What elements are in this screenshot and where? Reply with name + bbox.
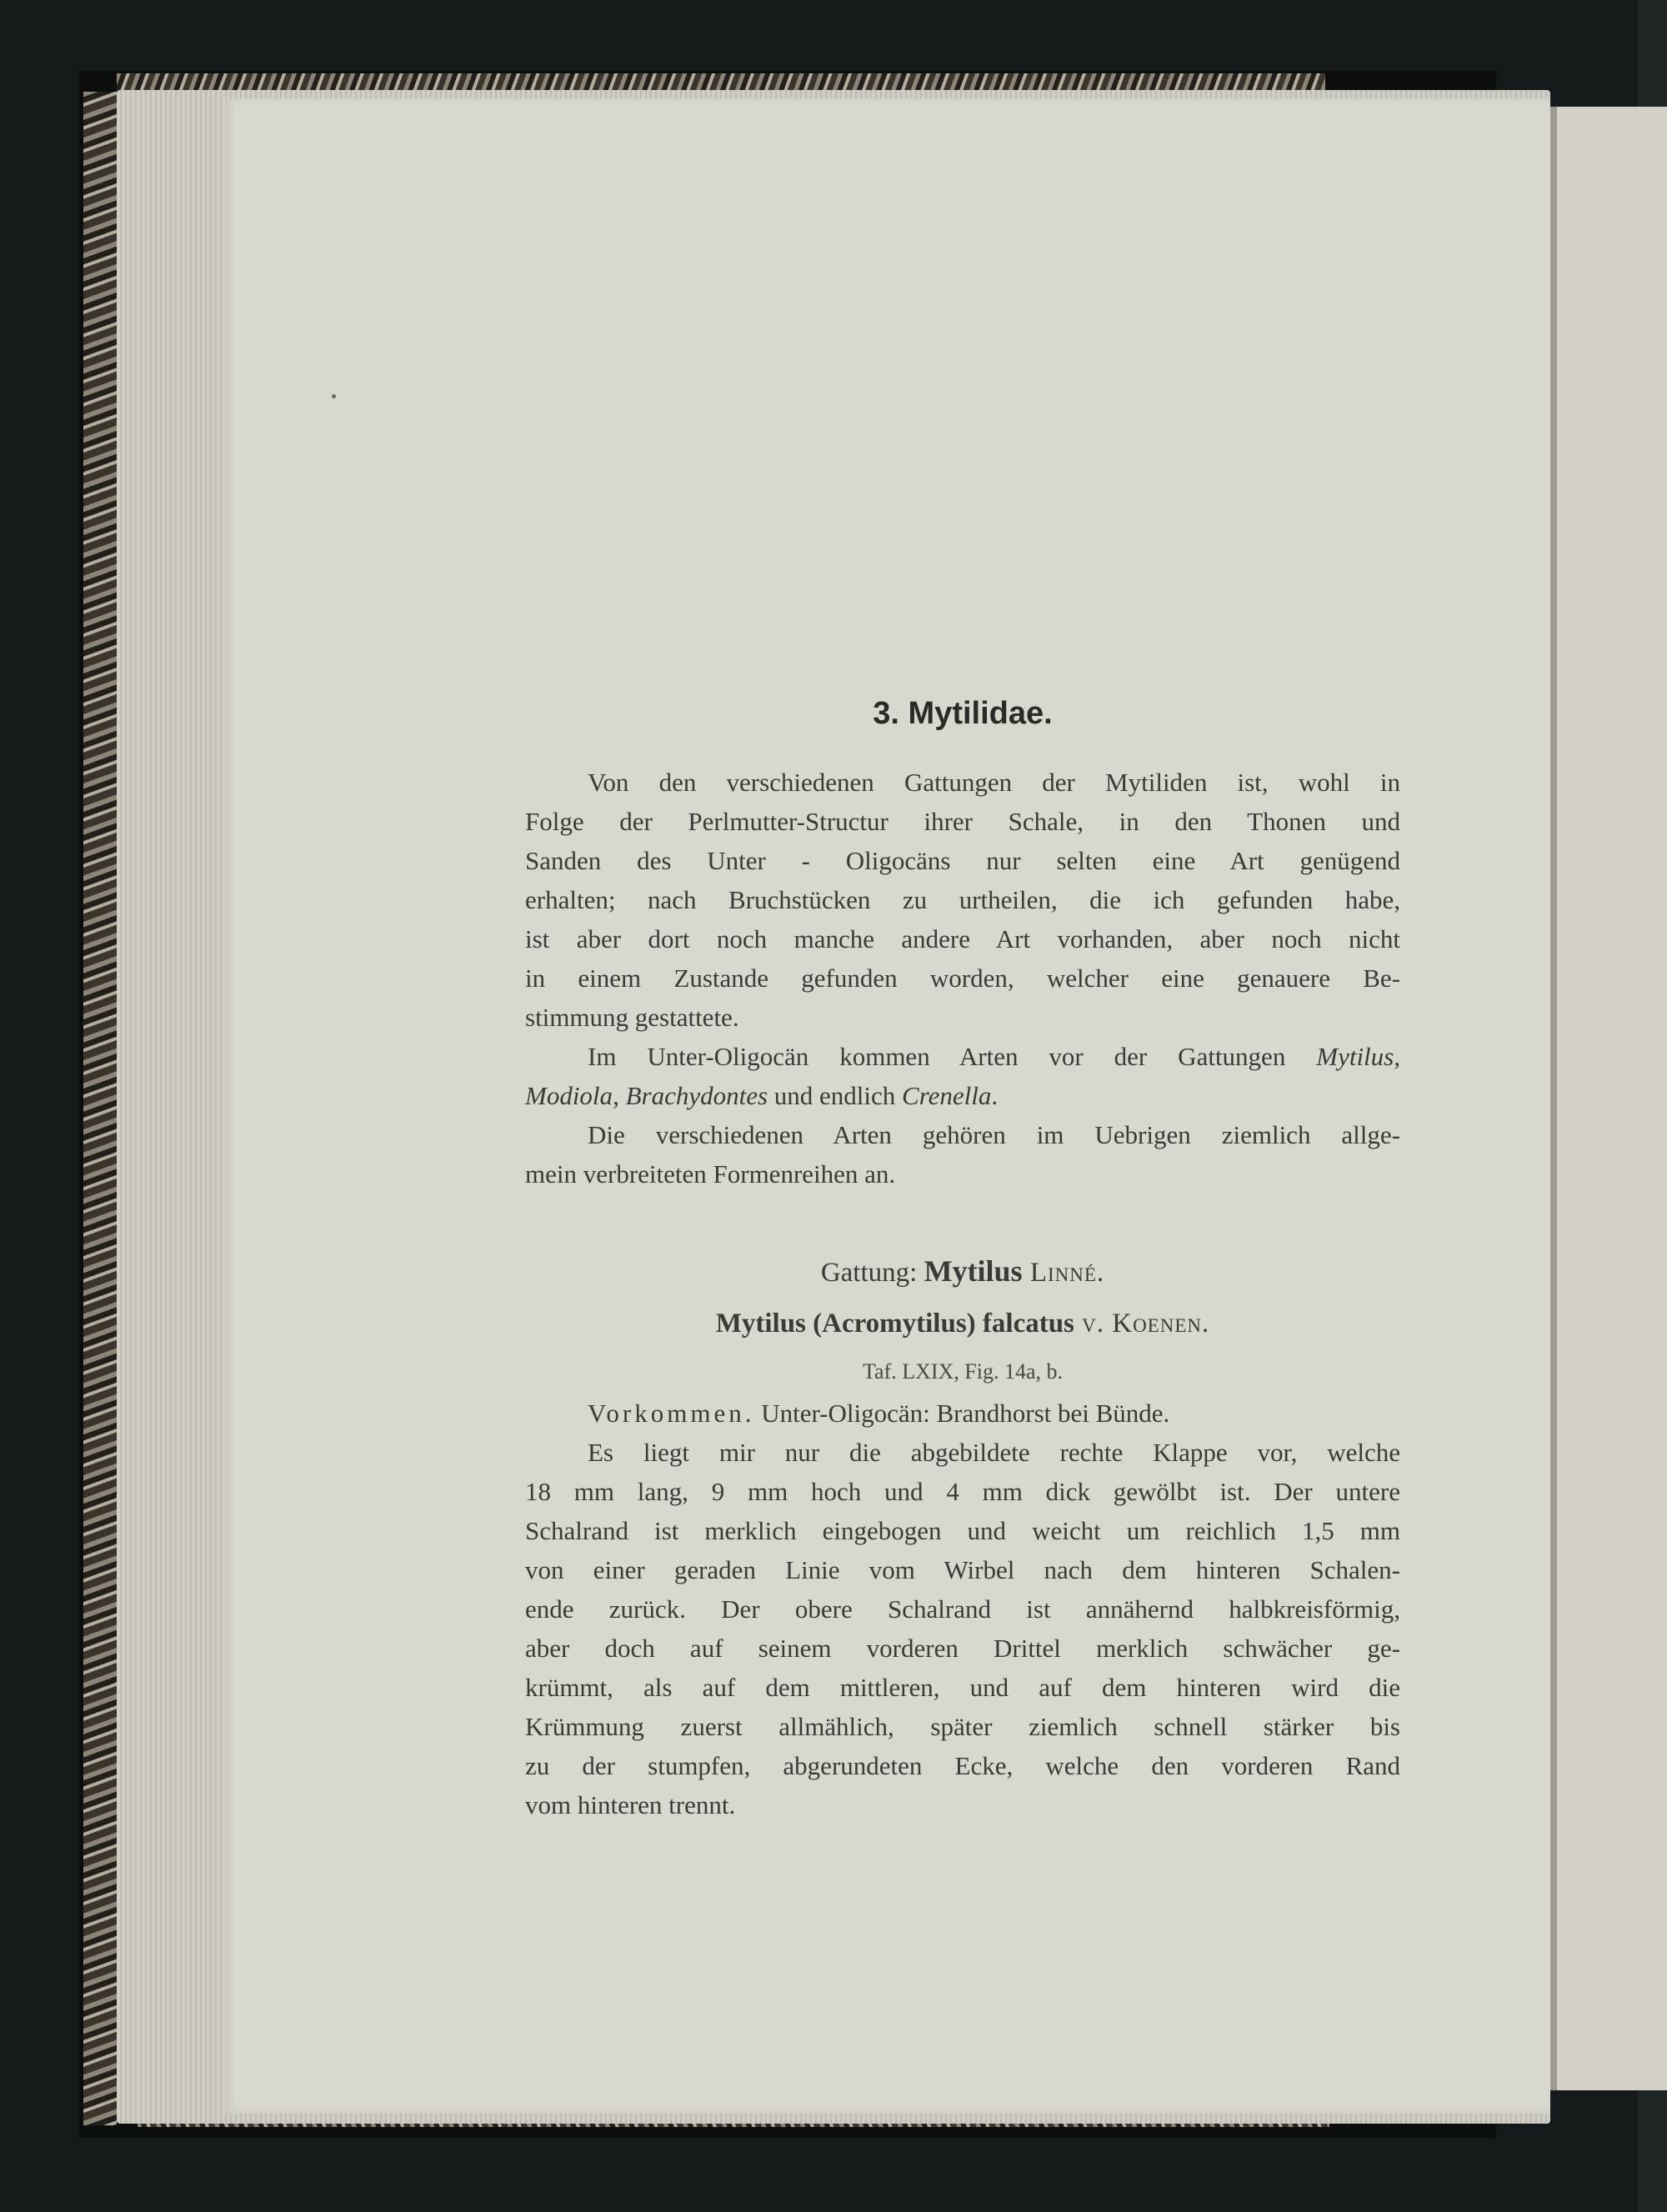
genus-prefix: Gattung:	[820, 1258, 924, 1288]
intro-line: erhalten; nach Bruchstücken zu urtheilen, die ich gefunden habe,	[525, 885, 1400, 914]
genera-line	[525, 1076, 1400, 1115]
genus-name: Mytilus	[924, 1254, 1023, 1288]
marbled-edge-left	[83, 92, 117, 2125]
species-heading	[525, 1304, 1400, 1344]
plate-reference: Taf. LXIX, Fig. 14a, b.	[862, 1359, 1064, 1384]
genera-line	[525, 1037, 1400, 1076]
description-line: 18 mm lang, 9 mm hoch und 4 mm dick gewölbt ist. Der untere	[525, 1477, 1400, 1506]
forms-line: Die verschiedenen Arten gehören im Uebrigen ziemlich allge-	[588, 1120, 1400, 1149]
description-line: Es liegt mir nur die abgebildete rechte Klappe vor, welche	[588, 1438, 1400, 1467]
genus-mytilus: Mytilus,	[1316, 1042, 1400, 1071]
occurrence-line	[525, 1394, 1400, 1433]
genus-brachydontes: Brachydontes	[625, 1081, 768, 1110]
intro-line: stimmung gestattete.	[525, 1003, 739, 1032]
forms-line: mein verbreiteten Formenreihen an.	[525, 1159, 896, 1189]
intro-paragraph	[525, 763, 1400, 1037]
description-line: vom hinteren trennt.	[525, 1790, 736, 1819]
genus-modiola: Modiola	[525, 1081, 613, 1110]
genera-text: und endlich	[768, 1081, 903, 1110]
facing-page-edge	[1546, 107, 1667, 2090]
description-line: zu der stumpfen, abgerundeten Ecke, welche den vorderen Rand	[525, 1751, 1400, 1780]
page-gutter	[1550, 107, 1557, 2090]
intro-line: Von den verschiedenen Gattungen der Mytiliden ist, wohl in	[588, 768, 1400, 797]
intro-line: Sanden des Unter - Oligocäns nur selten eine Art genügend	[525, 846, 1400, 875]
genus-crenella: Crenella	[902, 1081, 992, 1110]
occurrence-label: Vorkommen.	[588, 1399, 755, 1428]
section-heading: 3. Mytilidae.	[873, 696, 1053, 731]
occurrence-text: Unter-Oligocän: Brandhorst bei Bünde.	[754, 1399, 1170, 1428]
genera-text: Im Unter-Oligocän kommen Arten vor der Gattungen	[588, 1042, 1317, 1071]
occurrence-paragraph	[525, 1394, 1400, 1433]
species-name: Mytilus (Acromytilus) falcatus	[715, 1309, 1074, 1339]
description-line: Krümmung zuerst allmählich, später ziemlich schnell stärker bis	[525, 1712, 1400, 1741]
genera-paragraph	[525, 1037, 1400, 1115]
forms-paragraph	[525, 1115, 1400, 1194]
species-author: v. Koenen.	[1074, 1309, 1210, 1339]
intro-line: in einem Zustande gefunden worden, welcher eine genauere Be-	[525, 963, 1400, 993]
intro-line: Folge der Perlmutter-Structur ihrer Schale, in den Thonen und	[525, 807, 1400, 836]
intro-line: ist aber dort noch manche andere Art vorhanden, aber noch nicht	[525, 924, 1400, 953]
description-paragraph	[525, 1433, 1400, 1824]
genera-end: .	[991, 1081, 999, 1110]
paper-speck	[332, 394, 336, 398]
description-line: von einer geraden Linie vom Wirbel nach dem hinteren Schalen-	[525, 1555, 1400, 1584]
description-line: ende zurück. Der obere Schalrand ist annähernd halbkreisförmig,	[525, 1594, 1400, 1624]
genus-author: Linné.	[1022, 1258, 1105, 1288]
genus-heading	[525, 1252, 1400, 1293]
description-line: krümmt, als auf dem mittleren, und auf dem hinteren wird die	[525, 1673, 1400, 1702]
description-line: Schalrand ist merklich eingebogen und weicht um reichlich 1,5 mm	[525, 1516, 1400, 1545]
genera-separator: ,	[613, 1081, 626, 1110]
description-line: aber doch auf seinem vorderen Drittel merklich schwächer ge-	[525, 1634, 1400, 1663]
